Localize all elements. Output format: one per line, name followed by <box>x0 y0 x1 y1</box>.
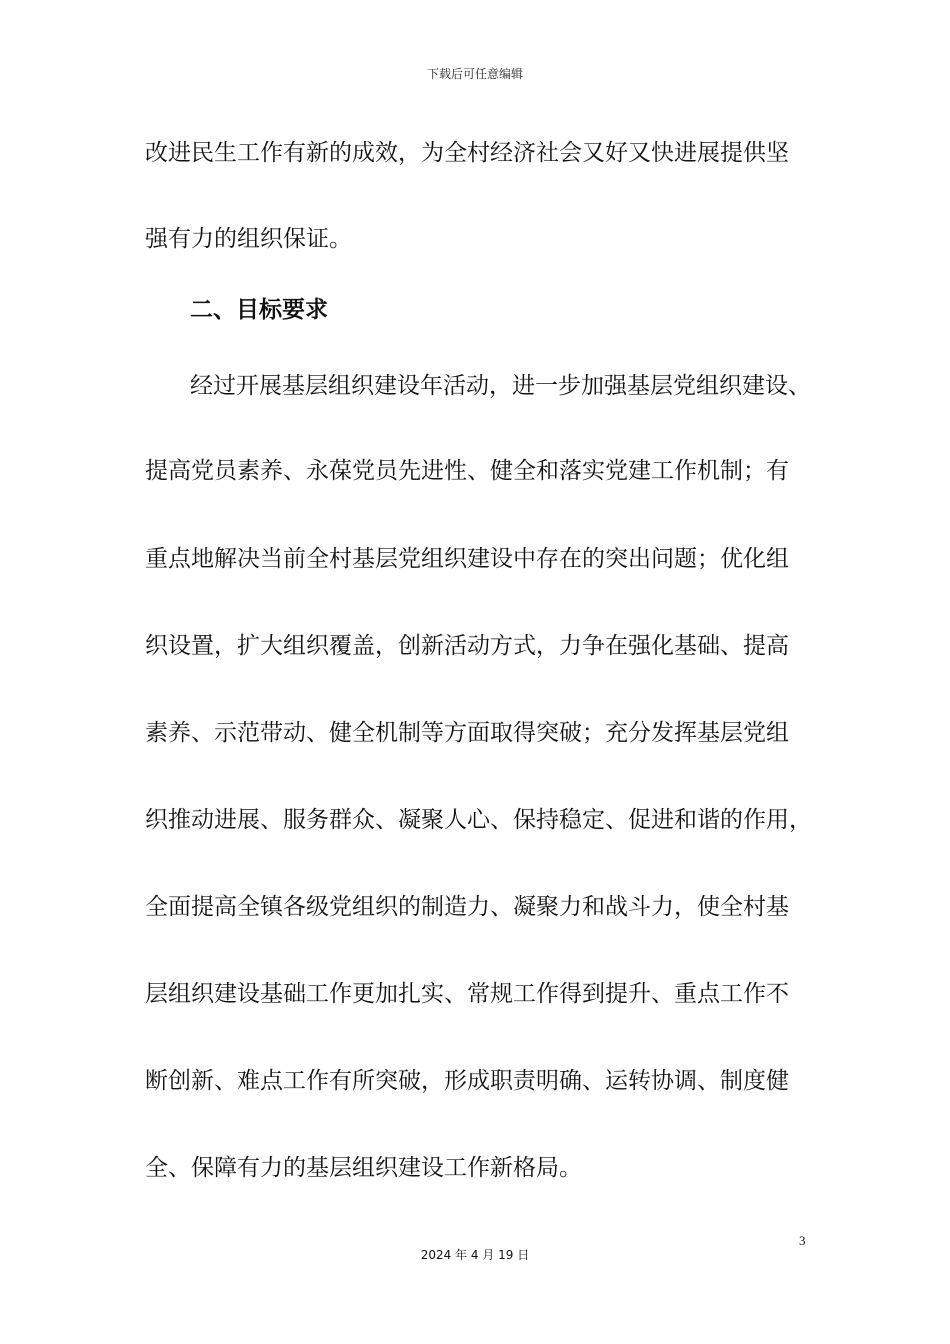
body-line: 全面提高全镇各级党组织的制造力、凝聚力和战斗力，使全村基 <box>145 894 789 920</box>
paragraph-first-line: 经过开展基层组织建设年活动，进一步加强基层党组织建设、 <box>190 373 811 399</box>
header-note: 下载后可任意编辑 <box>426 67 523 81</box>
body-line: 织设置，扩大组织覆盖，创新活动方式，力争在强化基础、提高 <box>145 633 789 659</box>
body-line: 织推动进展、服务群众、凝聚人心、保持稳定、促进和谐的作用， <box>145 807 812 833</box>
body-line: 素养、示范带动、健全机制等方面取得突破；充分发挥基层党组 <box>145 720 789 746</box>
body-line: 重点地解决当前全村基层党组织建设中存在的突出问题；优化组 <box>145 546 789 572</box>
footer-date: 2024 年 4 月 19 日 <box>420 1248 530 1262</box>
body-line: 改进民生工作有新的成效，为全村经济社会又好又快进展提供坚 <box>145 140 789 166</box>
body-line: 全、保障有力的基层组织建设工作新格局。 <box>145 1155 582 1181</box>
body-line: 提高党员素养、永葆党员先进性、健全和落实党建工作机制；有 <box>145 458 789 484</box>
body-line: 层组织建设基础工作更加扎实、常规工作得到提升、重点工作不 <box>145 981 789 1007</box>
page-number: 3 <box>799 1233 806 1248</box>
body-line: 断创新、难点工作有所突破，形成职责明确、运转协调、制度健 <box>145 1068 789 1094</box>
section-heading: 二、目标要求 <box>190 297 328 323</box>
body-line: 强有力的组织保证。 <box>145 226 352 252</box>
